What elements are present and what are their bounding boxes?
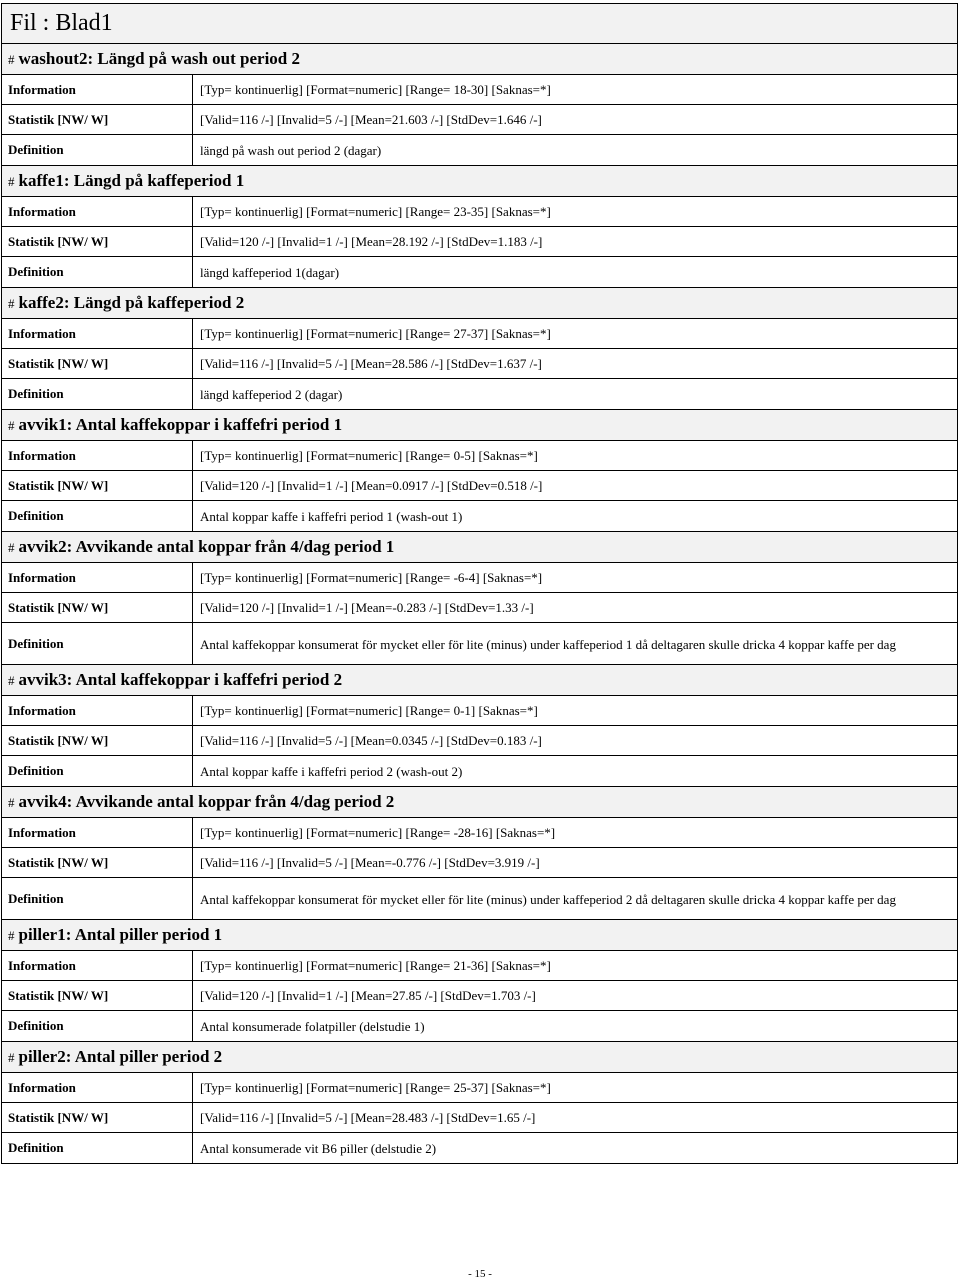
information-row bbox=[1, 951, 958, 981]
definition-label: Definition bbox=[2, 878, 193, 919]
statistik-value: [Valid=116 /-] [Invalid=5 /-] [Mean=-0.776 /-] [StdDev=3.919 /-] bbox=[200, 855, 540, 870]
variable-block bbox=[1, 920, 958, 1042]
hash-marker: # bbox=[8, 928, 15, 943]
hash-marker: # bbox=[8, 673, 15, 688]
statistik-value: [Valid=120 /-] [Invalid=1 /-] [Mean=27.85 /-] [StdDev=1.703 /-] bbox=[200, 988, 536, 1003]
statistik-value: [Valid=120 /-] [Invalid=1 /-] [Mean=28.192 /-] [StdDev=1.183 /-] bbox=[200, 234, 543, 249]
information-label: Information bbox=[2, 818, 193, 847]
variable-block bbox=[1, 787, 958, 920]
variable-block bbox=[1, 44, 958, 166]
statistik-value: [Valid=116 /-] [Invalid=5 /-] [Mean=0.0345 /-] [StdDev=0.183 /-] bbox=[200, 733, 542, 748]
statistik-value: [Valid=116 /-] [Invalid=5 /-] [Mean=28.483 /-] [StdDev=1.65 /-] bbox=[200, 1110, 536, 1125]
hash-marker: # bbox=[8, 52, 15, 67]
information-row bbox=[1, 696, 958, 726]
information-label: Information bbox=[2, 696, 193, 725]
definition-label: Definition bbox=[2, 501, 193, 531]
statistik-label: Statistik [NW/ W] bbox=[2, 471, 193, 500]
hash-marker: # bbox=[8, 795, 15, 810]
definition-value: längd kaffeperiod 2 (dagar) bbox=[200, 386, 343, 402]
hash-marker: # bbox=[8, 418, 15, 433]
information-row bbox=[1, 818, 958, 848]
definition-row bbox=[1, 135, 958, 166]
statistik-row bbox=[1, 227, 958, 257]
definition-row bbox=[1, 623, 958, 665]
statistik-value: [Valid=116 /-] [Invalid=5 /-] [Mean=21.603 /-] [StdDev=1.646 /-] bbox=[200, 112, 542, 127]
information-label: Information bbox=[2, 319, 193, 348]
definition-value: längd kaffeperiod 1(dagar) bbox=[200, 264, 340, 280]
statistik-label: Statistik [NW/ W] bbox=[2, 349, 193, 378]
variable-block bbox=[1, 410, 958, 532]
information-label: Information bbox=[2, 951, 193, 980]
variable-title: kaffe1: Längd på kaffeperiod 1 bbox=[18, 171, 245, 190]
variable-block bbox=[1, 665, 958, 787]
information-label: Information bbox=[2, 441, 193, 470]
statistik-label: Statistik [NW/ W] bbox=[2, 1103, 193, 1132]
document-page bbox=[1, 3, 958, 1164]
definition-label: Definition bbox=[2, 135, 193, 165]
information-value: [Typ= kontinuerlig] [Format=numeric] [Range= 0-5] [Saknas=*] bbox=[200, 448, 538, 463]
information-row bbox=[1, 75, 958, 105]
information-row bbox=[1, 441, 958, 471]
statistik-row bbox=[1, 726, 958, 756]
statistik-row bbox=[1, 349, 958, 379]
statistik-label: Statistik [NW/ W] bbox=[2, 848, 193, 877]
information-value: [Typ= kontinuerlig] [Format=numeric] [Range= 0-1] [Saknas=*] bbox=[200, 703, 538, 718]
information-value: [Typ= kontinuerlig] [Format=numeric] [Range= -6-4] [Saknas=*] bbox=[200, 570, 543, 585]
variable-title: avvik4: Avvikande antal koppar från 4/dag period 2 bbox=[18, 792, 395, 811]
statistik-row bbox=[1, 848, 958, 878]
statistik-row bbox=[1, 1103, 958, 1133]
information-value: [Typ= kontinuerlig] [Format=numeric] [Range= 27-37] [Saknas=*] bbox=[200, 326, 551, 341]
statistik-row bbox=[1, 471, 958, 501]
information-value: [Typ= kontinuerlig] [Format=numeric] [Range= -28-16] [Saknas=*] bbox=[200, 825, 556, 840]
hash-marker: # bbox=[8, 296, 15, 311]
variable-header bbox=[1, 166, 958, 197]
definition-row bbox=[1, 501, 958, 532]
statistik-label: Statistik [NW/ W] bbox=[2, 227, 193, 256]
variable-title: piller1: Antal piller period 1 bbox=[18, 925, 223, 944]
variable-block bbox=[1, 288, 958, 410]
definition-value: Antal konsumerade vit B6 piller (delstudie 2) bbox=[200, 1140, 437, 1156]
statistik-label: Statistik [NW/ W] bbox=[2, 105, 193, 134]
statistik-value: [Valid=116 /-] [Invalid=5 /-] [Mean=28.586 /-] [StdDev=1.637 /-] bbox=[200, 356, 542, 371]
hash-marker: # bbox=[8, 540, 15, 555]
variable-block bbox=[1, 532, 958, 665]
information-value: [Typ= kontinuerlig] [Format=numeric] [Range= 21-36] [Saknas=*] bbox=[200, 958, 551, 973]
variable-header bbox=[1, 288, 958, 319]
definition-value: Antal kaffekoppar konsumerat för mycket eller för lite (minus) under kaffeperiod 1 då deltagaren skulle dricka 4 koppar kaffe per dag bbox=[200, 636, 896, 652]
information-row bbox=[1, 563, 958, 593]
statistik-label: Statistik [NW/ W] bbox=[2, 726, 193, 755]
page-number: - 15 - bbox=[468, 1268, 492, 1280]
statistik-value: [Valid=120 /-] [Invalid=1 /-] [Mean=-0.283 /-] [StdDev=1.33 /-] bbox=[200, 600, 534, 615]
variable-header bbox=[1, 665, 958, 696]
hash-marker: # bbox=[8, 1050, 15, 1065]
variable-title: avvik2: Avvikande antal koppar från 4/dag period 1 bbox=[18, 537, 395, 556]
information-row bbox=[1, 319, 958, 349]
definition-row bbox=[1, 379, 958, 410]
variable-header bbox=[1, 787, 958, 818]
file-title: Fil : Blad1 bbox=[1, 3, 958, 44]
variable-title: washout2: Längd på wash out period 2 bbox=[18, 49, 301, 68]
definition-row bbox=[1, 878, 958, 920]
variable-title: piller2: Antal piller period 2 bbox=[18, 1047, 223, 1066]
statistik-label: Statistik [NW/ W] bbox=[2, 593, 193, 622]
information-value: [Typ= kontinuerlig] [Format=numeric] [Range= 18-30] [Saknas=*] bbox=[200, 82, 551, 97]
variable-list bbox=[1, 44, 958, 1164]
statistik-value: [Valid=120 /-] [Invalid=1 /-] [Mean=0.0917 /-] [StdDev=0.518 /-] bbox=[200, 478, 543, 493]
information-value: [Typ= kontinuerlig] [Format=numeric] [Range= 23-35] [Saknas=*] bbox=[200, 204, 551, 219]
definition-label: Definition bbox=[2, 756, 193, 786]
variable-title: avvik3: Antal kaffekoppar i kaffefri period 2 bbox=[18, 670, 343, 689]
definition-value: Antal kaffekoppar konsumerat för mycket eller för lite (minus) under kaffeperiod 2 då deltagaren skulle dricka 4 koppar kaffe per dag bbox=[200, 891, 896, 907]
definition-value: Antal konsumerade folatpiller (delstudie 1) bbox=[200, 1018, 425, 1034]
variable-header bbox=[1, 920, 958, 951]
definition-row bbox=[1, 257, 958, 288]
information-label: Information bbox=[2, 1073, 193, 1102]
definition-row bbox=[1, 756, 958, 787]
statistik-label: Statistik [NW/ W] bbox=[2, 981, 193, 1010]
variable-block bbox=[1, 1042, 958, 1164]
variable-header bbox=[1, 532, 958, 563]
definition-label: Definition bbox=[2, 1011, 193, 1041]
definition-value: längd på wash out period 2 (dagar) bbox=[200, 142, 382, 158]
statistik-row bbox=[1, 981, 958, 1011]
information-label: Information bbox=[2, 75, 193, 104]
variable-title: avvik1: Antal kaffekoppar i kaffefri period 1 bbox=[18, 415, 343, 434]
definition-label: Definition bbox=[2, 1133, 193, 1163]
information-label: Information bbox=[2, 197, 193, 226]
variable-header bbox=[1, 44, 958, 75]
definition-value: Antal koppar kaffe i kaffefri period 2 (wash-out 2) bbox=[200, 763, 463, 779]
variable-header bbox=[1, 1042, 958, 1073]
variable-block bbox=[1, 166, 958, 288]
definition-label: Definition bbox=[2, 257, 193, 287]
variable-header bbox=[1, 410, 958, 441]
information-row bbox=[1, 1073, 958, 1103]
definition-row bbox=[1, 1011, 958, 1042]
variable-title: kaffe2: Längd på kaffeperiod 2 bbox=[18, 293, 245, 312]
definition-label: Definition bbox=[2, 379, 193, 409]
statistik-row bbox=[1, 105, 958, 135]
information-label: Information bbox=[2, 563, 193, 592]
hash-marker: # bbox=[8, 174, 15, 189]
statistik-row bbox=[1, 593, 958, 623]
definition-value: Antal koppar kaffe i kaffefri period 1 (wash-out 1) bbox=[200, 508, 463, 524]
information-row bbox=[1, 197, 958, 227]
information-value: [Typ= kontinuerlig] [Format=numeric] [Range= 25-37] [Saknas=*] bbox=[200, 1080, 551, 1095]
definition-row bbox=[1, 1133, 958, 1164]
definition-label: Definition bbox=[2, 623, 193, 664]
